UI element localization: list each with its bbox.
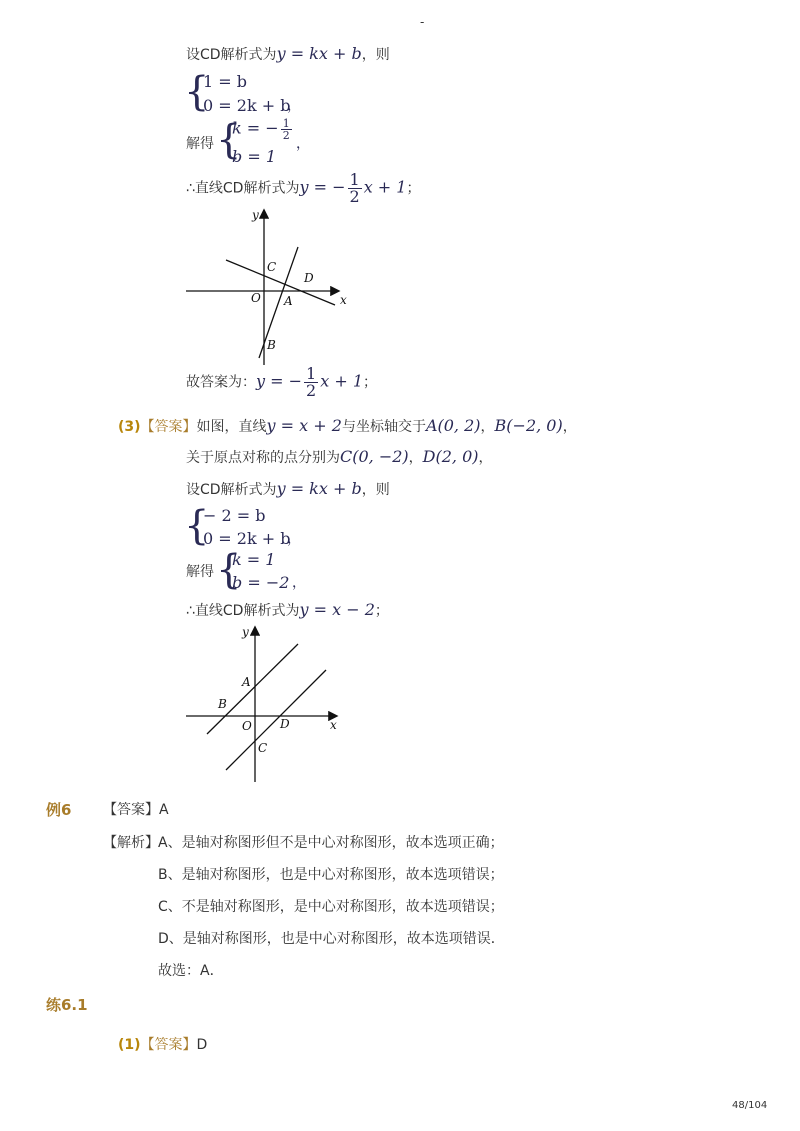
- practice61-label-wrap: [46, 995, 88, 1015]
- part2-answer-y: y = −: [256, 371, 303, 391]
- part3-line1-eq: y = x + 2: [266, 416, 342, 435]
- practice61-label: 练6.1: [46, 996, 88, 1014]
- part2-sys-comma: ，: [287, 98, 301, 114]
- part3-setup-suffix: ，则: [361, 482, 390, 498]
- example6-label: 例6: [46, 801, 72, 819]
- part2-label-B: B: [267, 338, 276, 352]
- part3-label-B: B: [218, 697, 227, 711]
- part2-conclusion-prefix: ∴直线CD解析式为: [186, 180, 300, 197]
- part3-line1-end: ，: [562, 419, 577, 435]
- part2-answer-tail: x + 1: [320, 371, 363, 391]
- part2-setup-eq: y = kx + b: [276, 44, 362, 63]
- part2-setup-suffix: ，则: [361, 47, 390, 63]
- part3-sys-line1: − 2 = b: [203, 506, 266, 525]
- part2-sys-line1: 1 = b: [203, 72, 247, 91]
- part3-label-D: D: [280, 717, 290, 731]
- part3-point-C: C(0, −2): [340, 447, 409, 466]
- part2-answer: [186, 366, 377, 399]
- part3-setup: [186, 479, 390, 500]
- part2-solution-brace: {: [216, 117, 242, 163]
- part2-answer-end: ；: [363, 374, 377, 391]
- part3-solution-brace: {: [216, 547, 242, 593]
- practice61-answer-value: D: [196, 1037, 208, 1053]
- part2-label-O: O: [251, 291, 261, 305]
- practice61-answer: [118, 1035, 207, 1055]
- part3-line2-prefix: 关于原点对称的点分别为: [186, 450, 340, 466]
- part3-conclusion-eq: y = x − 2: [299, 600, 375, 619]
- example6-line: B、是轴对称图形，也是中心对称图形，故本选项错误；: [158, 867, 504, 883]
- part2-sys-line2: 0 = 2k + b: [203, 96, 291, 115]
- part3-line1: [118, 416, 577, 437]
- part3-point-D: D(2, 0): [422, 447, 479, 466]
- part2-sol-k-num: 1: [282, 117, 290, 130]
- part2-conclusion-num: 1: [349, 170, 360, 189]
- part2-system-brace: {: [184, 69, 210, 115]
- part3-label-C: C: [258, 741, 268, 755]
- part2-answer-prefix: 故答案为：: [186, 374, 256, 391]
- part3-sol-comma: ，: [292, 575, 306, 591]
- part3-graph: [180, 622, 350, 784]
- part3-label-y: y: [242, 625, 249, 639]
- part2-label-y: y: [252, 208, 259, 222]
- part3-point-B: B(−2, 0): [494, 416, 563, 435]
- page-number: 48/104: [732, 1100, 768, 1111]
- part3-line1-sep: ，: [480, 419, 495, 435]
- part3-setup-prefix: 设CD解析式为: [186, 482, 277, 498]
- part3-conclusion-prefix: ∴直线CD解析式为: [186, 603, 300, 619]
- part3-sys-line2: 0 = 2k + b: [203, 529, 291, 548]
- part2-sol-k-den: 2: [282, 129, 290, 142]
- part3-conclusion-end: ；: [374, 603, 389, 619]
- part3-line2-end: ，: [478, 450, 493, 466]
- example6-answer-tag: 【答案】: [103, 802, 159, 818]
- part2-label-A: A: [284, 294, 293, 308]
- example6-label-wrap: [46, 800, 71, 820]
- part2-answer-fraction: [304, 366, 318, 399]
- part3-solve-prefix: 解得: [186, 564, 214, 580]
- header-mark: -: [420, 15, 425, 29]
- part3-number: (3): [118, 419, 141, 435]
- part2-sol-comma: ，: [296, 136, 310, 152]
- part2-graph: [180, 205, 360, 365]
- part2-answer-num: 1: [306, 364, 317, 383]
- part3-line1-prefix: 如图，直线: [196, 419, 267, 435]
- part3-sol-k: k = 1: [232, 550, 276, 569]
- part3-line2-sep: ，: [408, 450, 423, 466]
- practice61-answer-tag: 【答案】: [140, 1037, 197, 1053]
- practice61-number: (1): [118, 1037, 141, 1053]
- example6-answer-value: A: [159, 802, 169, 818]
- part3-label-O: O: [242, 719, 252, 733]
- part2-solve-prefix: 解得: [186, 136, 214, 152]
- part2-sol-k: [232, 118, 294, 141]
- part2-setup: [186, 44, 390, 65]
- part3-setup-eq: y = kx + b: [276, 479, 362, 498]
- part3-point-A: A(0, 2): [425, 416, 481, 435]
- part2-conclusion-den: 2: [349, 187, 360, 206]
- example6-line: D、是轴对称图形，也是中心对称图形，故本选项错误．: [158, 931, 505, 947]
- part3-line-cd: [226, 670, 326, 770]
- part3-conclusion: [186, 600, 389, 621]
- part2-sol-b: b = 1: [232, 147, 276, 166]
- part2-sol-k-prefix: k = −: [232, 118, 279, 138]
- part3-line2: [186, 447, 493, 468]
- example6-line: 故选：A．: [158, 963, 224, 979]
- part2-label-C: C: [267, 260, 277, 274]
- part3-label-x: x: [330, 718, 337, 732]
- example6-analysis-tag: 【解析】: [103, 835, 159, 851]
- part2-answer-den: 2: [306, 381, 317, 400]
- part2-conclusion-fraction: [348, 172, 362, 205]
- example6-answer: [103, 800, 169, 820]
- part3-sys-comma: ，: [287, 531, 301, 547]
- part2-conclusion-end: ；: [406, 180, 421, 197]
- part3-answer-tag: 【答案】: [140, 419, 197, 435]
- part2-label-x: x: [340, 293, 347, 307]
- example6-line: A、是轴对称图形但不是中心对称图形，故本选项正确；: [158, 835, 504, 851]
- part2-label-D: D: [304, 271, 314, 285]
- part2-conclusion: [186, 172, 420, 205]
- part2-setup-prefix: 设CD解析式为: [186, 47, 277, 63]
- part3-line1-mid: 与坐标轴交于: [341, 419, 426, 435]
- part2-sol-k-fraction: [281, 118, 292, 141]
- part3-label-A: A: [242, 675, 251, 689]
- part3-sol-b: b = −2: [232, 573, 290, 592]
- part2-conclusion-y: y = −: [299, 177, 346, 197]
- part3-system-brace: {: [184, 503, 210, 549]
- example6-line: C、不是轴对称图形，是中心对称图形，故本选项错误；: [158, 899, 504, 915]
- part2-conclusion-tail: x + 1: [363, 177, 407, 197]
